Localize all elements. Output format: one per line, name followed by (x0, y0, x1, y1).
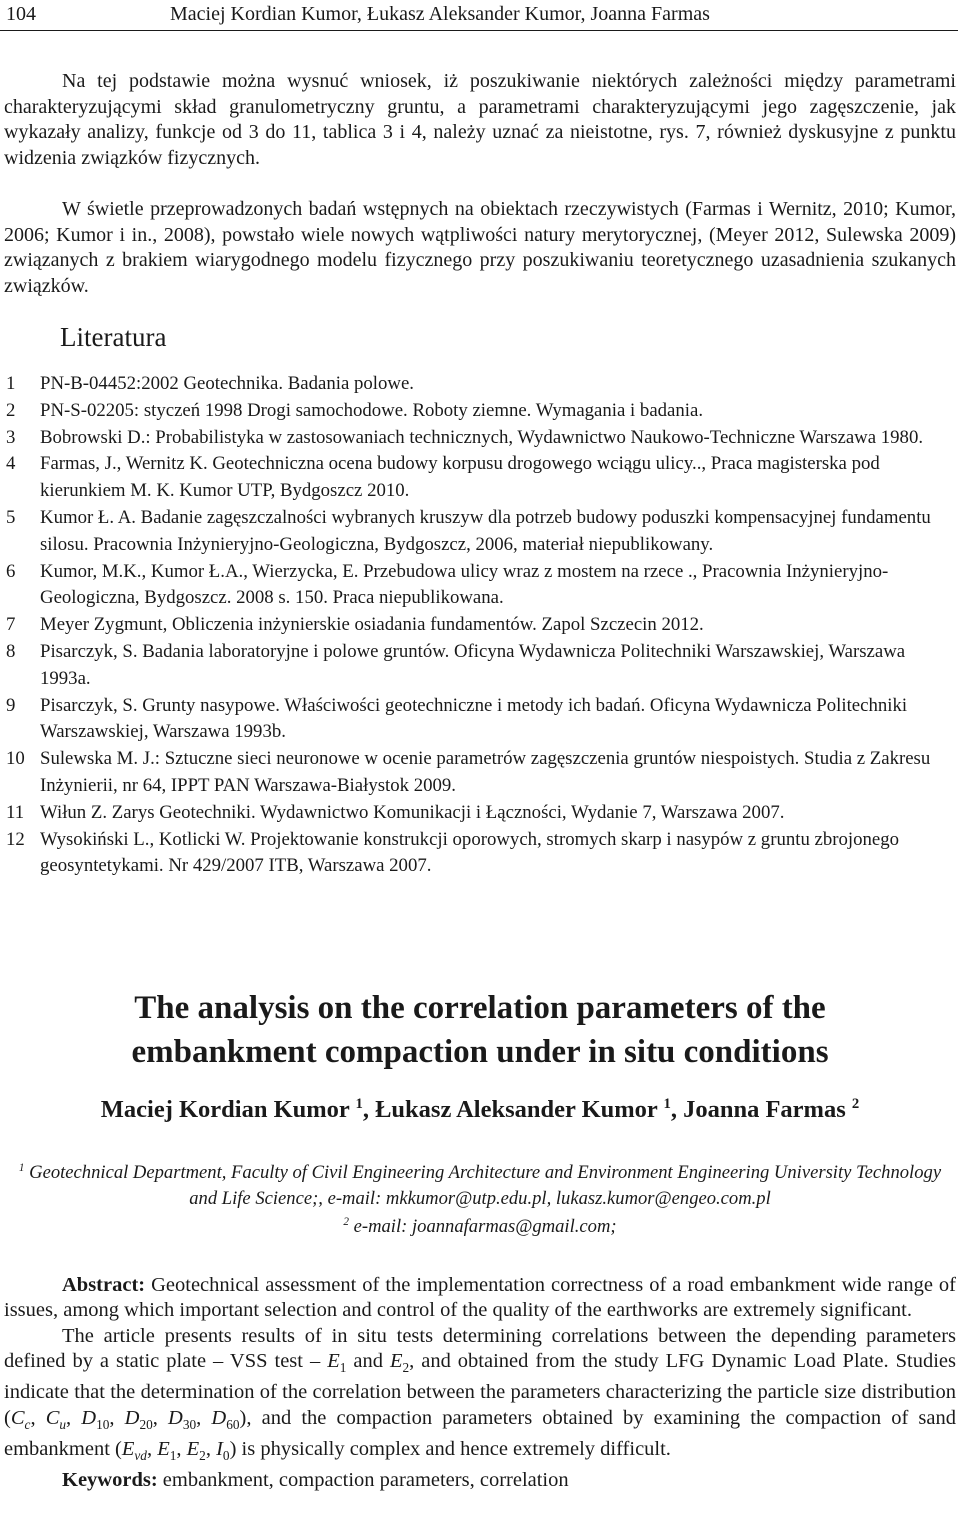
reference-list (4, 371, 956, 880)
reference-item: 9 Pisarczyk, S. Grunty nasypowe. Właściwości geotechniczne i metody ich badań. Oficyna Wydawnicza Politechniki Warszawskiej, Warszawa 1993b. (6, 694, 908, 743)
reference-item: 4 Farmas, J., Wernitz K. Geotechniczna ocena budowy korpusu drogowego wciągu ulicy.., Praca magisterska pod kierunkiem M. K. Kumor UTP, Bydgoszcz 2010. (6, 453, 880, 502)
affiliation-2: $^2$ e-mail: joannafarmas@gmail.com; (343, 1216, 617, 1238)
body-paragraph-1: Na tej podstawie można wysnuć wniosek, iż poszukiwanie niektórych zależności między parametrami charakteryzującymi skład granulometryczny gruntu, a parametrami charakteryzującymi jego zagęszczenie, jak wykazały analizy, funkcje od 3 do 11, tablica 3 i 4, należy uznać za nieistotne, rys. 7, również dyskusyjne z punktu widzenia związków fizycznych. (4, 70, 956, 169)
affiliation-1: $^1$ Geotechnical Department, Faculty of Civil Engineering Architecture and Environment Engineering University Technology and Life Science;, e-mail: mkkumor@utp.edu.pl, lukasz.kumor@engeo.com.pl (18, 1162, 942, 1209)
header-authors: Maciej Kordian Kumor, Łukasz Aleksander Kumor, Joanna Farmas (170, 3, 710, 25)
reference-item: 7 Meyer Zygmunt, Obliczenia inżynierskie osiadania fundamentów. Zapol Szczecin 2012. (6, 614, 704, 636)
english-title: The analysis on the correlation parameters of the embankment compaction under in situ conditions (131, 990, 829, 1070)
literature-heading: Literatura (60, 322, 167, 352)
page-number: 104 (6, 3, 36, 25)
reference-item: 3 Bobrowski D.: Probabilistyka w zastosowaniach technicznych, Wydawnictwo Naukowo-Techniczne Warszawa 1980. (6, 426, 924, 448)
header-rule (0, 30, 958, 31)
reference-item: 12 Wysokiński L., Kotlicki W. Projektowanie konstrukcji oporowych, stromych skarp i nasypów z gruntu zbrojonego geosyntetykami. Nr 429/2007 ITB, Warszawa 2007. (6, 828, 900, 877)
reference-item: 8 Pisarczyk, S. Badania laboratoryjne i polowe gruntów. Oficyna Wydawnicza Politechniki Warszawskiej, Warszawa 1993a. (6, 640, 906, 689)
reference-item: 10 Sulewska M. J.: Sztuczne sieci neuronowe w ocenie parametrów zagęszczenia gruntów niespoistych. Studia z Zakresu Inżynierii, nr 64, IPPT PAN Warszawa-Białystok 2009. (6, 748, 931, 796)
reference-item: 11 Wiłun Z. Zarys Geotechniki. Wydawnictwo Komunikacji i Łączności, Wydanie 7, Warszawa 2007. (6, 801, 785, 823)
running-header (0, 0, 960, 32)
english-authors: Maciej Kordian Kumor $^1$, Łukasz Aleksander Kumor $^1$, Joanna Farmas $^2$ (100, 1096, 860, 1124)
reference-item: 5 Kumor Ł. A. Badanie zagęszczalności wybranych kruszyw dla potrzeb budowy poduszki kompensacyjnej fundamentu silosu. Pracownia Inżynieryjno-Geologiczna, Bydgoszcz, 2006, materiał niepublikowany. (6, 506, 931, 555)
abstract: Abstract: Geotechnical assessment of the implementation correctness of a road embankment wide range of issues, among which important selection and control of the quality of the earthworks are extremely significant. The article presents results of in situ tests determining correlations between the depending parameters defined by a static plate – VSS test – $E_1$ and $E_2$, and obtained from the study LFG Dynamic Load Plate. Studies indicate that the determination of the correlation between the parameters characterizing the particle size distribution ($C_c$, $C_u$, $D_{10}$, $D_{20}$, $D_{30}$, $D_{60}$), and the compaction parameters obtained by examining the compaction of sand embankment ($E_{vd}$, $E_1$, $E_2$, $I_0$) is physically complex and hence extremely difficult. Keywords: embankment, compaction parameters, correlation (4, 1274, 957, 1492)
body-paragraph-2: W świetle przeprowadzonych badań wstępnych na obiektach rzeczywistych (Farmas i Wernitz, 2010; Kumor, 2006; Kumor i in., 2008), powstało wiele nowych wątpliwości natury merytorycznej, (Meyer 2012, Sulewska 2009) związanych z brakiem wiarygodnego modelu fizycznego przy poszukiwaniu teoretycznego uzasadnienia szukanych związków. (4, 198, 956, 297)
reference-item: 1 PN-B-04452:2002 Geotechnika. Badania polowe. (6, 373, 414, 394)
reference-item: 2 PN-S-02205: styczeń 1998 Drogi samochodowe. Roboty ziemne. Wymagania i badania. (6, 399, 704, 421)
reference-item: 6 Kumor, M.K., Kumor Ł.A., Wierzycka, E. Przebudowa ulicy wraz z mostem na rzece ., Pracownia Inżynieryjno-Geologiczna, Bydgoszcz. 2008 s. 150. Praca niepublikowana. (6, 560, 889, 609)
